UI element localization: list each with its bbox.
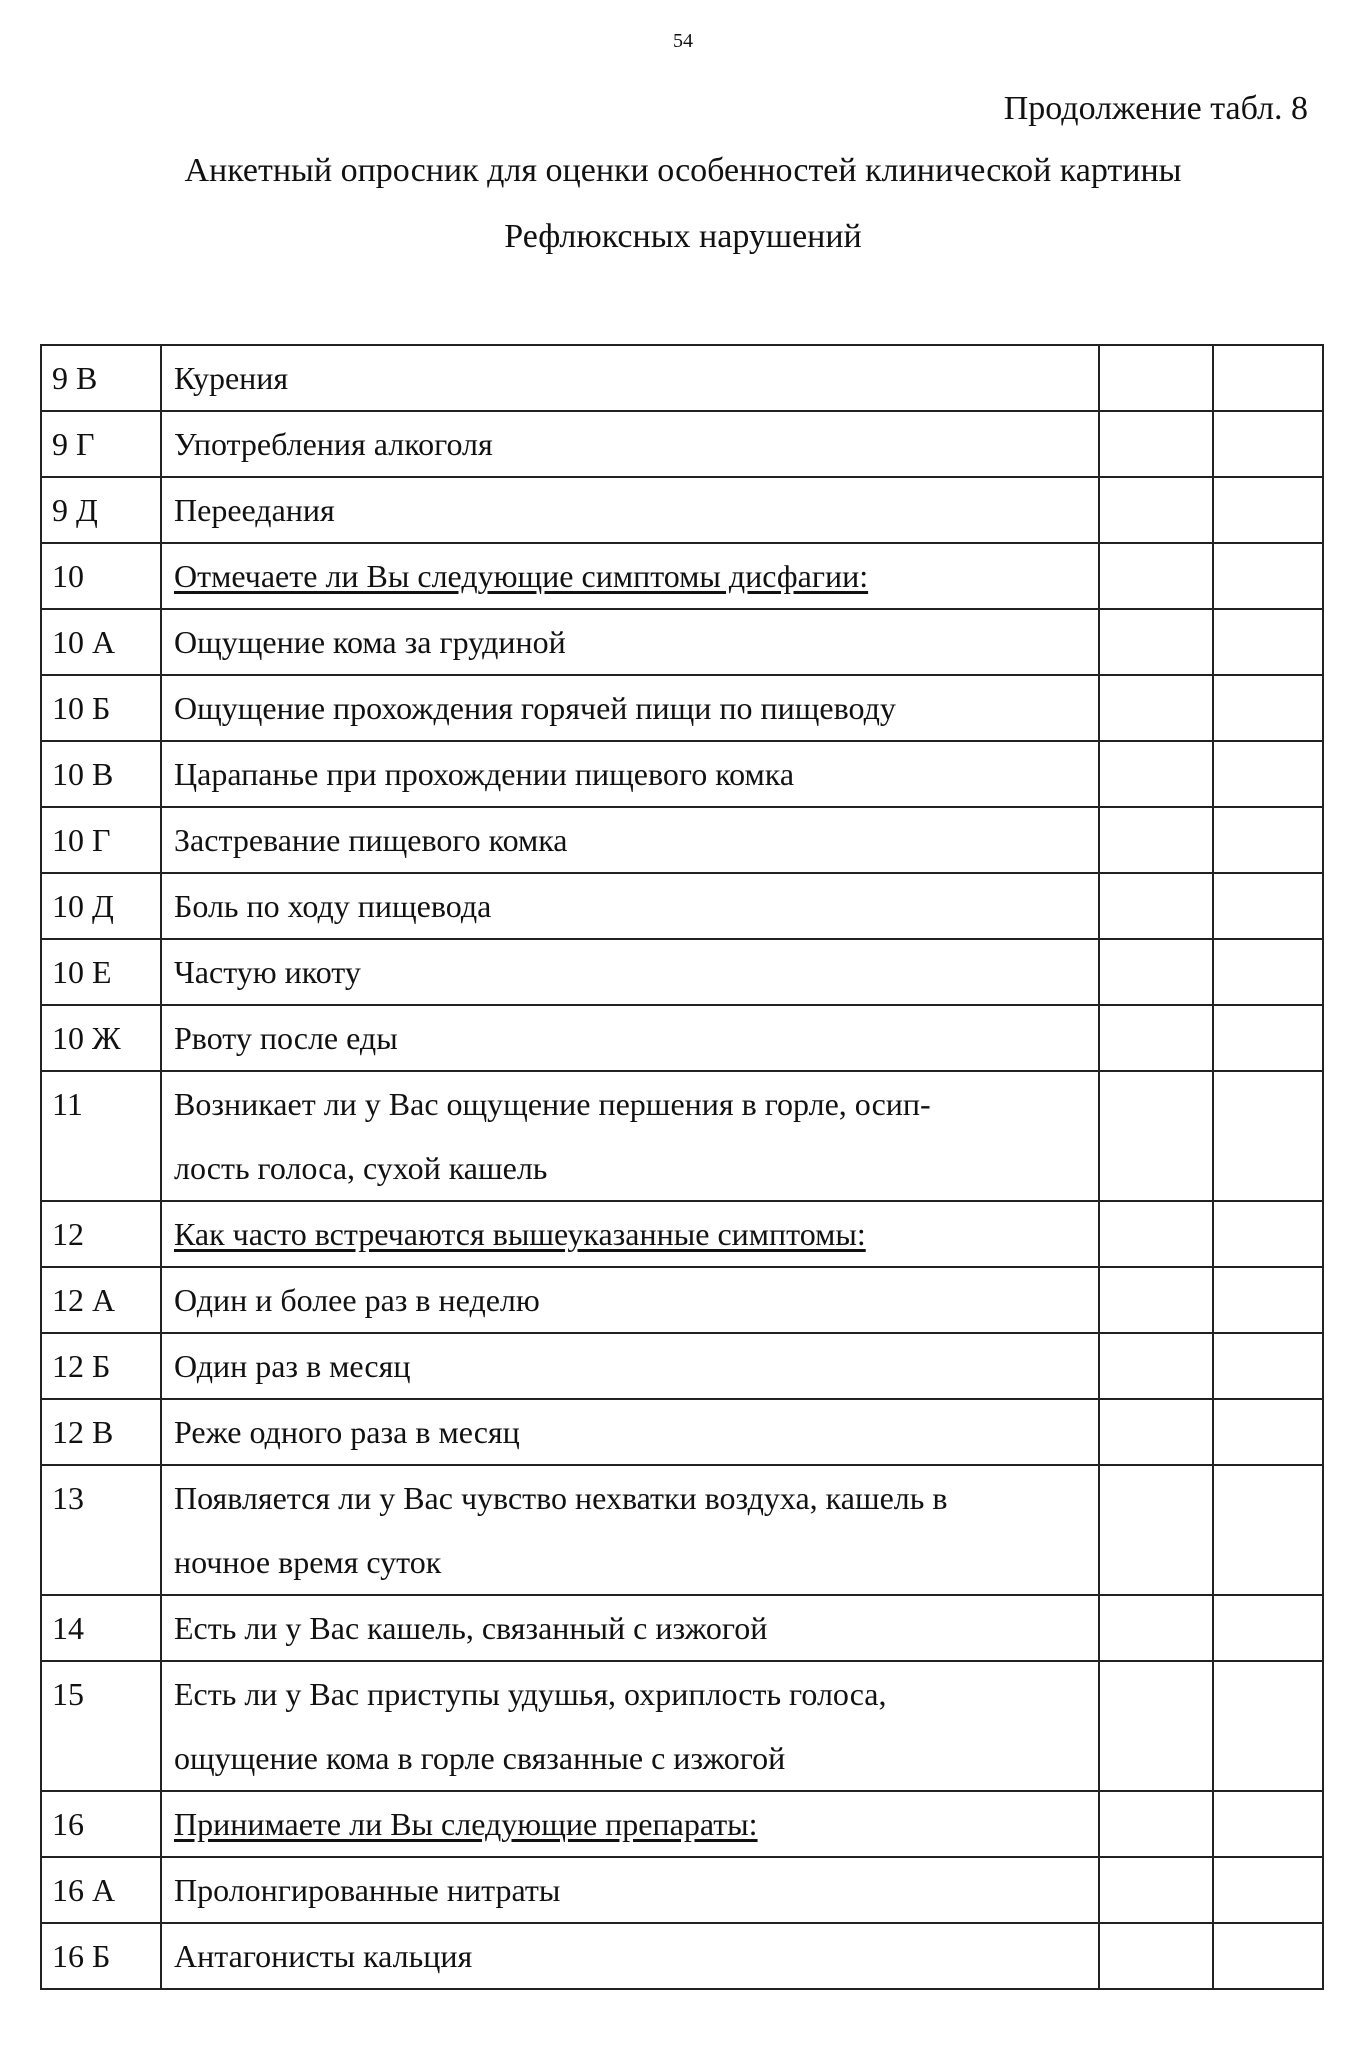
row-question-text: Застревание пищевого комка	[174, 822, 568, 858]
answer-cell-1[interactable]	[1099, 1465, 1213, 1595]
row-question-cell	[161, 1005, 1099, 1071]
answer-cell-1[interactable]	[1099, 741, 1213, 807]
answer-cell-2[interactable]	[1213, 675, 1323, 741]
row-number: 16 А	[41, 1857, 161, 1923]
answer-cell-2[interactable]	[1213, 1005, 1323, 1071]
table-row	[41, 1465, 1323, 1595]
row-question-text: Один раз в месяц	[174, 1348, 411, 1384]
row-number: 10 Е	[41, 939, 161, 1005]
row-question-text: Употребления алкоголя	[174, 426, 493, 462]
answer-cell-2[interactable]	[1213, 1791, 1323, 1857]
questionnaire-table	[40, 344, 1324, 1990]
answer-cell-2[interactable]	[1213, 1923, 1323, 1989]
answer-cell-1[interactable]	[1099, 609, 1213, 675]
answer-cell-2[interactable]	[1213, 1661, 1323, 1791]
answer-cell-2[interactable]	[1213, 411, 1323, 477]
answer-cell-1[interactable]	[1099, 1201, 1213, 1267]
answer-cell-1[interactable]	[1099, 675, 1213, 741]
answer-cell-2[interactable]	[1213, 1857, 1323, 1923]
answer-cell-1[interactable]	[1099, 807, 1213, 873]
row-question-cell	[161, 1267, 1099, 1333]
row-question-text: Курения	[174, 360, 289, 396]
table-row	[41, 1201, 1323, 1267]
row-question-cell	[161, 411, 1099, 477]
row-question-text: Возникает ли у Вас ощущение першения в горле, осип-	[174, 1086, 931, 1122]
answer-cell-2[interactable]	[1213, 741, 1323, 807]
table-row	[41, 807, 1323, 873]
answer-cell-2[interactable]	[1213, 1267, 1323, 1333]
answer-cell-1[interactable]	[1099, 1267, 1213, 1333]
row-question-text: Пролонгированные нитраты	[174, 1872, 561, 1908]
row-number: 10 Г	[41, 807, 161, 873]
row-number: 14	[41, 1595, 161, 1661]
row-question-cell	[161, 1333, 1099, 1399]
row-question-text: лость голоса, сухой кашель	[174, 1150, 548, 1186]
row-question-cell	[161, 1791, 1099, 1857]
answer-cell-1[interactable]	[1099, 1399, 1213, 1465]
table-row	[41, 741, 1323, 807]
row-question-cell	[161, 1923, 1099, 1989]
row-question-cell	[161, 1465, 1099, 1595]
row-number: 10 Д	[41, 873, 161, 939]
row-question-text: Как часто встречаются вышеуказанные симптомы:	[174, 1216, 866, 1252]
row-question-text: Царапанье при прохождении пищевого комка	[174, 756, 795, 792]
table-row	[41, 1333, 1323, 1399]
table-row	[41, 1857, 1323, 1923]
row-number: 12	[41, 1201, 161, 1267]
table-row	[41, 1267, 1323, 1333]
answer-cell-2[interactable]	[1213, 345, 1323, 411]
answer-cell-1[interactable]	[1099, 1005, 1213, 1071]
row-question-text: Рвоту после еды	[174, 1020, 398, 1056]
row-number: 12 Б	[41, 1333, 161, 1399]
row-number: 10 Б	[41, 675, 161, 741]
answer-cell-2[interactable]	[1213, 1399, 1323, 1465]
row-question-cell	[161, 1857, 1099, 1923]
row-question-text: Есть ли у Вас приступы удушья, охриплость голоса,	[174, 1676, 887, 1712]
answer-cell-1[interactable]	[1099, 939, 1213, 1005]
row-question-text: Появляется ли у Вас чувство нехватки воздуха, кашель в	[174, 1480, 948, 1516]
row-number: 16	[41, 1791, 161, 1857]
answer-cell-1[interactable]	[1099, 411, 1213, 477]
answer-cell-2[interactable]	[1213, 1333, 1323, 1399]
row-number: 12 А	[41, 1267, 161, 1333]
answer-cell-1[interactable]	[1099, 1923, 1213, 1989]
row-number: 10 А	[41, 609, 161, 675]
row-question-cell	[161, 543, 1099, 609]
answer-cell-2[interactable]	[1213, 1465, 1323, 1595]
table-row	[41, 609, 1323, 675]
answer-cell-2[interactable]	[1213, 873, 1323, 939]
row-question-text: Реже одного раза в месяц	[174, 1414, 520, 1450]
answer-cell-1[interactable]	[1099, 1857, 1213, 1923]
row-question-cell	[161, 1201, 1099, 1267]
row-number: 10	[41, 543, 161, 609]
table-row	[41, 543, 1323, 609]
row-question-text: Боль по ходу пищевода	[174, 888, 492, 924]
table-row	[41, 1923, 1323, 1989]
row-question-text: Частую икоту	[174, 954, 361, 990]
row-number: 9 Г	[41, 411, 161, 477]
row-number: 9 В	[41, 345, 161, 411]
row-question-cell	[161, 1661, 1099, 1791]
row-question-text: Принимаете ли Вы следующие препараты:	[174, 1806, 758, 1842]
row-question-text: Ощущение кома за грудиной	[174, 624, 566, 660]
table-row	[41, 1661, 1323, 1791]
row-number: 10 В	[41, 741, 161, 807]
row-number: 15	[41, 1661, 161, 1791]
answer-cell-2[interactable]	[1213, 543, 1323, 609]
table-row	[41, 1595, 1323, 1661]
row-number: 10 Ж	[41, 1005, 161, 1071]
answer-cell-2[interactable]	[1213, 609, 1323, 675]
table-row	[41, 939, 1323, 1005]
row-question-cell	[161, 675, 1099, 741]
answer-cell-1[interactable]	[1099, 1595, 1213, 1661]
table-continuation-label: Продолжение табл. 8	[1003, 90, 1308, 127]
row-question-cell	[161, 477, 1099, 543]
table-row	[41, 345, 1323, 411]
answer-cell-1[interactable]	[1099, 873, 1213, 939]
row-question-text: Антагонисты кальция	[174, 1938, 473, 1974]
row-question-text: Отмечаете ли Вы следующие симптомы дисфагии:	[174, 558, 869, 594]
questionnaire-table-body	[41, 345, 1323, 1989]
row-question-cell	[161, 939, 1099, 1005]
answer-cell-2[interactable]	[1213, 1071, 1323, 1201]
row-question-cell	[161, 1399, 1099, 1465]
row-number: 13	[41, 1465, 161, 1595]
table-row	[41, 675, 1323, 741]
page-number: 54	[673, 30, 693, 52]
row-question-text: ощущение кома в горле связанные с изжогой	[174, 1740, 786, 1776]
table-row	[41, 411, 1323, 477]
row-question-text: Есть ли у Вас кашель, связанный с изжогой	[174, 1610, 768, 1646]
answer-cell-1[interactable]	[1099, 477, 1213, 543]
row-question-cell	[161, 873, 1099, 939]
answer-cell-2[interactable]	[1213, 939, 1323, 1005]
answer-cell-2[interactable]	[1213, 1595, 1323, 1661]
row-question-text: Ощущение прохождения горячей пищи по пищеводу	[174, 690, 896, 726]
answer-cell-1[interactable]	[1099, 1071, 1213, 1201]
row-question-cell	[161, 807, 1099, 873]
row-question-text: Один и более раз в неделю	[174, 1282, 540, 1318]
row-question-cell	[161, 345, 1099, 411]
answer-cell-1[interactable]	[1099, 543, 1213, 609]
table-title-line-1: Анкетный опросник для оценки особенностей клинической картины	[184, 152, 1182, 189]
answer-cell-2[interactable]	[1213, 807, 1323, 873]
row-question-text: ночное время суток	[174, 1544, 442, 1580]
row-question-cell	[161, 1595, 1099, 1661]
table-row	[41, 1791, 1323, 1857]
table-row	[41, 873, 1323, 939]
row-number: 12 В	[41, 1399, 161, 1465]
table-row	[41, 1399, 1323, 1465]
answer-cell-1[interactable]	[1099, 1661, 1213, 1791]
row-number: 11	[41, 1071, 161, 1201]
row-question-cell	[161, 741, 1099, 807]
table-row	[41, 1071, 1323, 1201]
row-question-cell	[161, 1071, 1099, 1201]
table-row	[41, 1005, 1323, 1071]
table-row	[41, 477, 1323, 543]
table-title-line-2: Рефлюксных нарушений	[504, 218, 862, 255]
answer-cell-1[interactable]	[1099, 1791, 1213, 1857]
answer-cell-2[interactable]	[1213, 477, 1323, 543]
row-question-cell	[161, 609, 1099, 675]
row-question-text: Переедания	[174, 492, 335, 528]
answer-cell-1[interactable]	[1099, 345, 1213, 411]
answer-cell-1[interactable]	[1099, 1333, 1213, 1399]
row-number: 9 Д	[41, 477, 161, 543]
answer-cell-2[interactable]	[1213, 1201, 1323, 1267]
row-number: 16 Б	[41, 1923, 161, 1989]
